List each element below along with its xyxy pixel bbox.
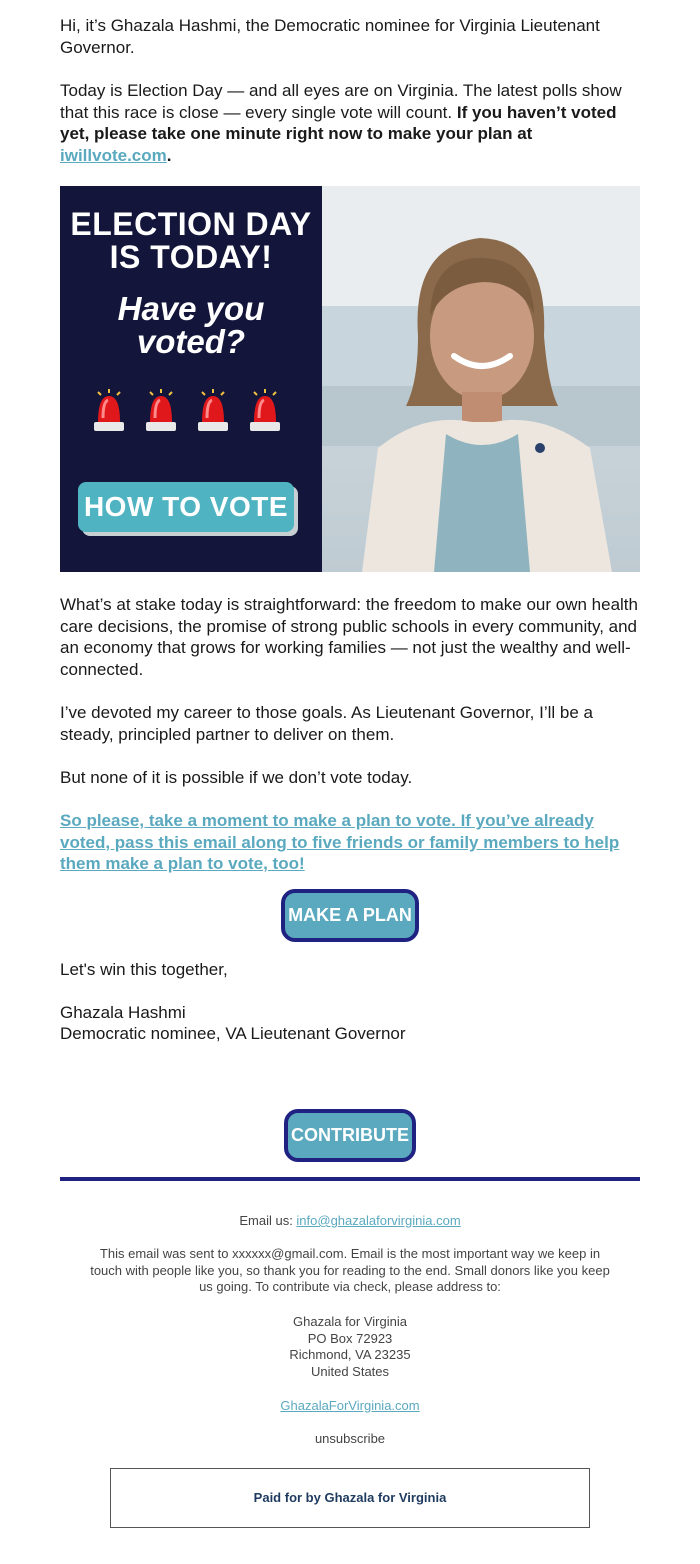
candidate-portrait: [322, 186, 640, 572]
intro-paragraph: [60, 80, 640, 166]
footer-website: [60, 1398, 640, 1415]
cta-paragraph: [60, 810, 640, 875]
mailing-address: [60, 1314, 640, 1380]
banner-subtitle-line2: voted?: [136, 323, 246, 360]
unsubscribe-link[interactable]: unsubscribe: [314, 1431, 386, 1446]
vote-today-paragraph: But none of it is possible if we don’t vote today.: [60, 768, 413, 787]
sirens-row: [92, 388, 292, 434]
how-to-vote-button[interactable]: HOW TO VOTE: [78, 482, 294, 532]
siren-icon: [196, 388, 230, 434]
email-label: Email us:: [239, 1213, 297, 1228]
contribute-button[interactable]: CONTRIBUTE: [284, 1109, 416, 1162]
stakes-paragraph: What’s at stake today is straightforward: the freedom to make our own health care decisions, the promise of strong public schools in every community, and an economy that grows for working families — not just the wealthy and well-connected.: [60, 595, 638, 679]
footer-divider: [60, 1177, 640, 1181]
intro-period: .: [166, 145, 172, 165]
make-a-plan-button[interactable]: MAKE A PLAN: [281, 889, 419, 942]
bold-lead-text: If you haven’t voted yet, please take one minute right now to make your plan at: [60, 102, 617, 144]
closing-line: Let's win this together,: [60, 960, 228, 979]
address-line: Richmond, VA 23235: [289, 1347, 411, 1362]
address-line: United States: [310, 1363, 390, 1379]
address-line: Ghazala for Virginia: [293, 1314, 407, 1329]
intro-text: Today is Election Day — and all eyes are on Virginia. The latest polls show that this race is close — every single vote will count.: [60, 81, 622, 122]
banner-panel: [60, 186, 322, 572]
banner-title-line2: IS TODAY!: [109, 239, 273, 275]
footer-notice: This email was sent to xxxxxx@gmail.com. Email is the most important way we keep in touch with people like you, so thank you for reading to the end. Small donors like you keep us going. To contribute via check, please address to:: [90, 1246, 610, 1294]
siren-icon: [144, 388, 178, 434]
banner-title-line1: ELECTION DAY: [70, 206, 312, 242]
make-plan-link[interactable]: So please, take a moment to make a plan to vote. If you’ve already voted, pass this email along to five friends or family members to help them make a plan to vote, too!: [60, 811, 620, 874]
banner-subtitle-line1: Have you: [117, 290, 265, 327]
signature-title: Democratic nominee, VA Lieutenant Governor: [60, 1024, 406, 1043]
address-line: PO Box 72923: [307, 1330, 393, 1346]
iwillvote-link[interactable]: iwillvote.com: [60, 145, 167, 165]
election-day-banner[interactable]: [60, 186, 640, 572]
footer-email-line: [60, 1213, 640, 1230]
greeting-text: Hi, it’s Ghazala Hashmi, the Democratic nominee for Virginia Lieutenant Governor.: [60, 16, 600, 57]
banner-subtitle: [60, 292, 322, 358]
siren-icon: [92, 388, 126, 434]
siren-icon: [248, 388, 282, 434]
candidate-photo: [322, 186, 640, 572]
career-paragraph: I’ve devoted my career to those goals. As Lieutenant Governor, I’ll be a steady, principled partner to deliver on them.: [60, 703, 593, 744]
paid-for-disclaimer: Paid for by Ghazala for Virginia: [110, 1468, 590, 1528]
banner-title: [60, 208, 322, 274]
website-link[interactable]: GhazalaForVirginia.com: [280, 1398, 420, 1413]
signature-name: Ghazala Hashmi: [60, 1003, 186, 1022]
email-link[interactable]: info@ghazalaforvirginia.com: [296, 1213, 461, 1228]
